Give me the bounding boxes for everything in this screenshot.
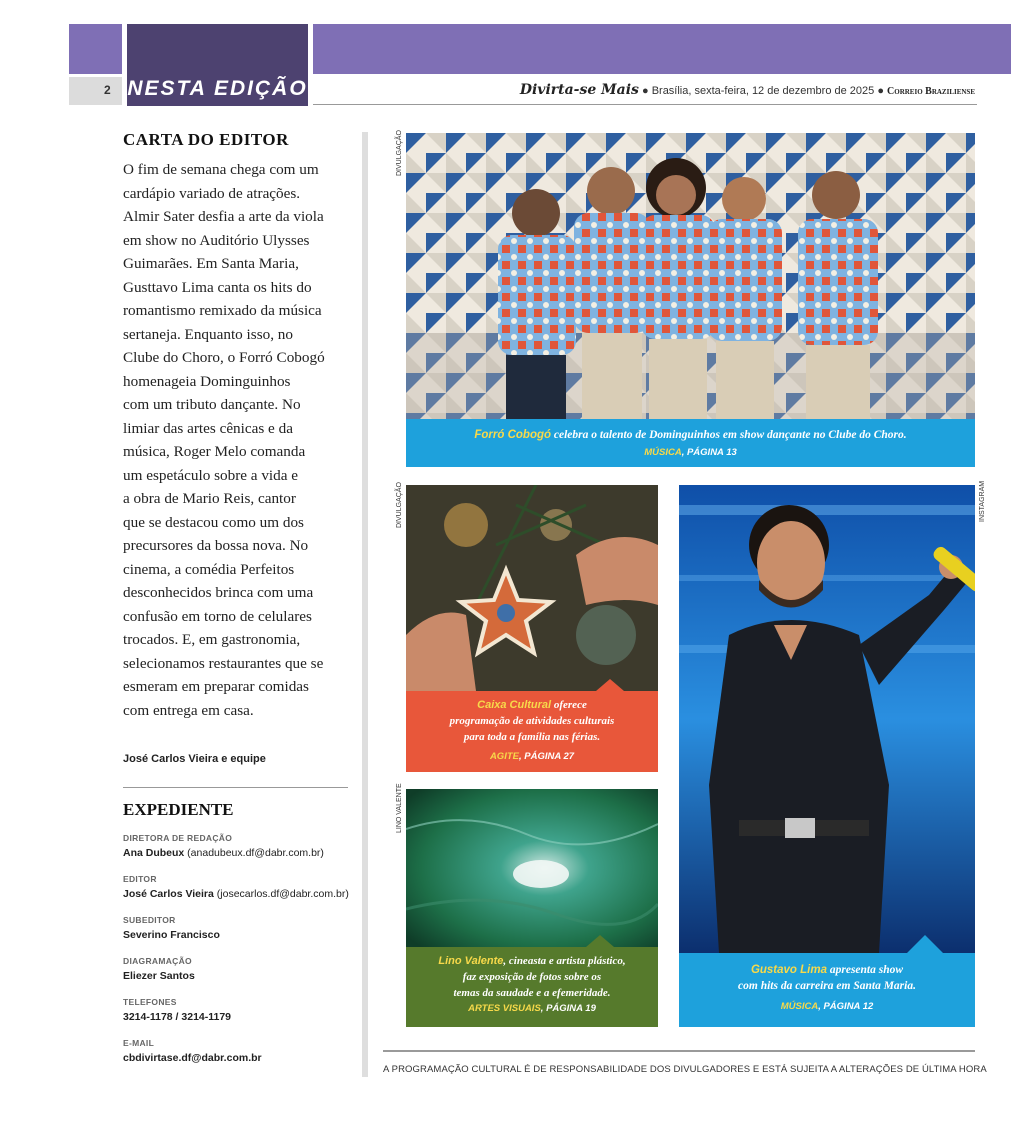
newspaper-brand: Correio Braziliense bbox=[887, 86, 975, 97]
carta-line: Gusttavo Lima canta os hits do bbox=[123, 278, 312, 296]
band-photo-illustration bbox=[406, 133, 975, 419]
caption-pointer bbox=[596, 679, 624, 691]
expediente-item bbox=[123, 832, 363, 861]
carta-signature: José Carlos Vieira e equipe bbox=[123, 753, 266, 765]
expediente-label: EDITOR bbox=[123, 874, 157, 884]
carta-line: selecionamos restaurantes que se bbox=[123, 654, 324, 672]
caixa-caption-box bbox=[406, 691, 658, 772]
caixa-cultural-photo[interactable] bbox=[406, 485, 658, 691]
forro-cobogo-photo[interactable] bbox=[406, 133, 975, 419]
footer-disclaimer: A PROGRAMAÇÃO CULTURAL É DE RESPONSABILIDADE DOS DIVULGADORES E ESTÁ SUJEITA A ALTERAÇÕES DE ÚLTIMA HORA bbox=[383, 1064, 987, 1075]
caption-text: com hits da carreira em Santa Maria. bbox=[738, 980, 916, 992]
expediente-item bbox=[123, 873, 363, 902]
carta-line: esmeram em preparar comidas bbox=[123, 678, 309, 695]
caption-text: temas da saudade e a efemeridade. bbox=[453, 987, 611, 999]
gustavo-caption bbox=[679, 953, 975, 994]
carta-line: com entrega em casa. bbox=[123, 701, 254, 719]
gustavo-section-ref[interactable] bbox=[679, 999, 975, 1014]
caption-highlight: Forró Cobogó bbox=[474, 429, 552, 441]
expediente-item bbox=[123, 1037, 363, 1066]
expediente-name: cbdivirtase.df@dabr.com.br bbox=[123, 1052, 262, 1064]
lino-section-ref[interactable] bbox=[406, 1001, 658, 1016]
expediente-label: SUBEDITOR bbox=[123, 915, 176, 925]
expediente-name: Eliezer Santos bbox=[123, 970, 195, 982]
caption-highlight: Caixa Cultural bbox=[477, 699, 552, 711]
carta-line: a obra de Mario Reis, cantor bbox=[123, 490, 296, 507]
carta-line: Guimarães. Em Santa Maria, bbox=[123, 255, 299, 272]
forro-caption-box bbox=[406, 419, 975, 467]
caption-text: apresenta show bbox=[827, 964, 904, 976]
carta-line: sertaneja. Enquanto isso, no bbox=[123, 325, 293, 343]
expediente-value bbox=[123, 886, 363, 902]
carta-line: em show no Auditório Ulysses bbox=[123, 231, 310, 249]
ornament-photo-illustration bbox=[406, 485, 658, 691]
photo-credit: LINO VALENTE bbox=[396, 783, 403, 833]
carta-heading: CARTA DO EDITOR bbox=[123, 130, 289, 149]
water-photo-illustration bbox=[406, 789, 658, 947]
section-label: ARTES VISUAIS bbox=[468, 1003, 541, 1014]
page-ref: , PÁGINA 12 bbox=[818, 1001, 874, 1012]
carta-line: Clube do Choro, o Forró Cobogó bbox=[123, 349, 325, 366]
expediente-value bbox=[123, 1050, 363, 1066]
caption-text: celebra o talento de Dominguinhos em show dançante no Clube do Choro. bbox=[551, 429, 907, 441]
section-label: AGITE bbox=[489, 751, 519, 762]
caption-text: programação de atividades culturais bbox=[449, 715, 615, 727]
column-divider bbox=[123, 787, 348, 788]
caption-text: , cineasta e artista plástico, bbox=[503, 955, 626, 967]
singer-photo-illustration bbox=[679, 485, 975, 953]
expediente-item bbox=[123, 955, 363, 984]
page-ref: , PÁGINA 13 bbox=[681, 447, 737, 458]
carta-line: Almir Sater desfia a arte da viola bbox=[123, 208, 324, 225]
carta-line: confusão em torno de celulares bbox=[123, 607, 312, 625]
section-title: NESTA EDIÇÃO bbox=[127, 77, 308, 100]
expediente-value bbox=[123, 968, 363, 984]
carta-line: romantismo remixado da música bbox=[123, 302, 322, 319]
expediente-email[interactable]: (josecarlos.df@dabr.com.br) bbox=[213, 888, 349, 900]
carta-line: O fim de semana chega com um bbox=[123, 161, 319, 178]
gustavo-lima-photo[interactable] bbox=[679, 485, 975, 953]
carta-line: com um tributo dançante. No bbox=[123, 396, 301, 413]
page-ref: , PÁGINA 27 bbox=[518, 751, 575, 762]
expediente-heading: EXPEDIENTE bbox=[123, 800, 234, 819]
carta-line: um espetáculo sobre a vida e bbox=[123, 466, 299, 484]
expediente-item bbox=[123, 996, 363, 1025]
caption-text: para toda a família nas férias. bbox=[463, 731, 601, 743]
lino-caption bbox=[406, 947, 658, 1001]
photo-credit: INSTAGRAM bbox=[979, 480, 986, 522]
caixa-caption bbox=[406, 691, 658, 745]
carta-line: cardápio variado de atrações. bbox=[123, 184, 301, 202]
expediente-value bbox=[123, 1009, 363, 1025]
carta-body bbox=[123, 158, 348, 722]
page-number: 2 bbox=[104, 83, 111, 97]
expediente-list bbox=[123, 832, 363, 1078]
expediente-label: TELEFONES bbox=[123, 997, 177, 1007]
forro-section-ref[interactable] bbox=[406, 445, 975, 460]
carta-line: limiar das artes cênicas e da bbox=[123, 419, 293, 437]
expediente-item bbox=[123, 914, 363, 943]
caption-pointer bbox=[907, 935, 943, 953]
caption-pointer bbox=[586, 935, 614, 947]
expediente-name: 3214-1178 / 3214-1179 bbox=[123, 1011, 232, 1023]
carta-line: que se destacou como um dos bbox=[123, 513, 304, 531]
expediente-label: DIAGRAMAÇÃO bbox=[123, 956, 192, 966]
expediente-email[interactable]: (anadubeux.df@dabr.com.br) bbox=[184, 847, 324, 859]
carta-line: cinema, a comédia Perfeitos bbox=[123, 560, 295, 578]
vertical-separator bbox=[362, 132, 368, 1077]
header-page-tab bbox=[69, 77, 122, 105]
carta-line: precursores da bossa nova. No bbox=[123, 537, 309, 554]
section-label: MÚSICA bbox=[780, 1001, 819, 1012]
header-rule bbox=[313, 104, 977, 105]
gustavo-caption-box bbox=[679, 953, 975, 1027]
header-bar bbox=[313, 24, 1011, 74]
expediente-value bbox=[123, 927, 363, 943]
expediente-name: Ana Dubeux bbox=[123, 847, 185, 859]
forro-caption bbox=[406, 419, 975, 443]
expediente-label: E-MAIL bbox=[123, 1038, 155, 1048]
expediente-name: José Carlos Vieira bbox=[123, 888, 214, 900]
photo-credit: DIVULGAÇÃO bbox=[396, 130, 403, 176]
lino-caption-box bbox=[406, 947, 658, 1027]
page-ref: , PÁGINA 19 bbox=[540, 1003, 596, 1014]
footer-rule bbox=[383, 1050, 975, 1052]
supplement-name: Divirta-se Mais bbox=[519, 82, 639, 98]
dateline: Brasília, sexta-feira, 12 de dezembro de 2025 bbox=[651, 85, 875, 97]
section-label: MÚSICA bbox=[644, 447, 682, 458]
caption-text: faz exposição de fotos sobre os bbox=[462, 971, 602, 983]
caption-text: oferece bbox=[551, 699, 587, 711]
caption-highlight: Gustavo Lima bbox=[750, 964, 827, 976]
carta-line: desconhecidos brinca com uma bbox=[123, 584, 314, 601]
photo-credit: DIVULGAÇÃO bbox=[396, 482, 403, 528]
expediente-value bbox=[123, 845, 363, 861]
caixa-section-ref[interactable] bbox=[406, 749, 658, 764]
bullet: ● bbox=[877, 85, 888, 97]
expediente-name: Severino Francisco bbox=[123, 929, 220, 941]
expediente-label: DIRETORA DE REDAÇÃO bbox=[123, 833, 233, 843]
header-accent-block bbox=[69, 24, 122, 74]
carta-line: trocados. E, em gastronomia, bbox=[123, 631, 301, 648]
caption-highlight: Lino Valente bbox=[438, 955, 504, 967]
carta-line: música, Roger Melo comanda bbox=[123, 443, 306, 460]
bullet: ● bbox=[641, 85, 652, 97]
header-dateline bbox=[520, 82, 975, 98]
lino-valente-photo[interactable] bbox=[406, 789, 658, 947]
carta-line: homenageia Dominguinhos bbox=[123, 372, 291, 390]
